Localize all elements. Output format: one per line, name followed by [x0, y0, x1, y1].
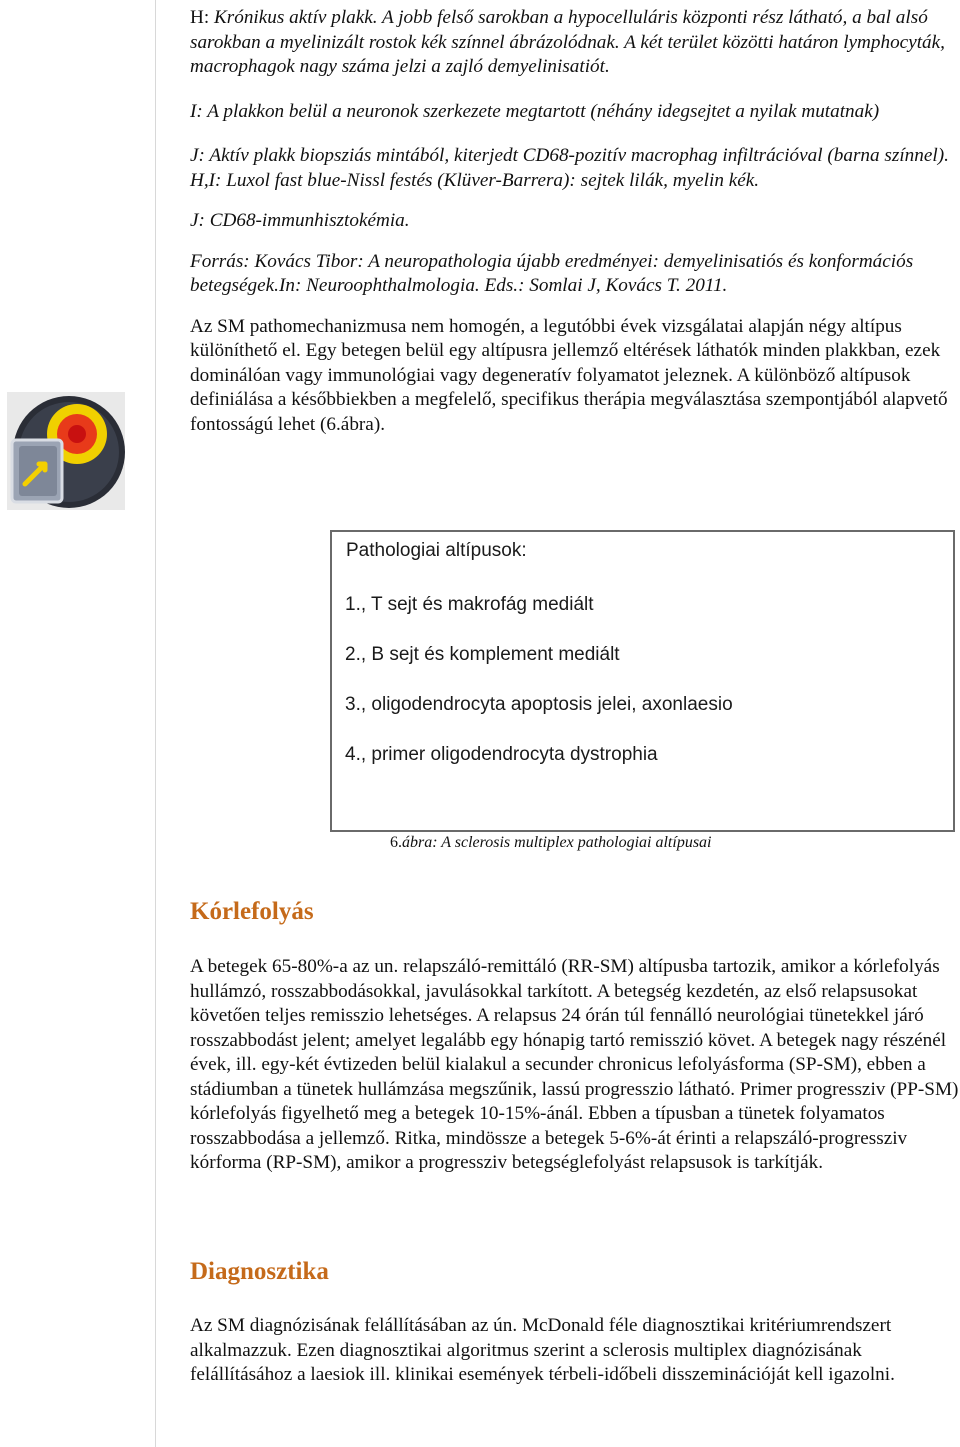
paragraph-h — [190, 6, 960, 80]
subtype-figure — [330, 530, 955, 832]
label-h: H: — [190, 7, 214, 28]
figure-item: 3., oligodendrocyta apoptosis jelei, axonlaesio — [345, 694, 733, 715]
figure-item: 4., primer oligodendrocyta dystrophia — [345, 744, 658, 765]
figure-caption — [390, 834, 711, 852]
paragraph-j2: J: CD68-immunhisztokémia. — [190, 210, 410, 231]
intro-section — [190, 6, 960, 437]
left-margin-rule — [155, 0, 156, 1447]
figure-title: Pathologiai altípusok: — [346, 540, 527, 561]
figure-item: 1., T sejt és makrofág mediált — [345, 594, 594, 615]
heading-diagnostics: Diagnosztika — [190, 1258, 329, 1285]
paragraph-i: I: A plakkon belül a neuronok szerkezete megtartott (néhány idegsejtet a nyilak mutatnak) — [190, 100, 880, 122]
paragraph-sm-subtypes: Az SM pathomechanizmusa nem homogén, a legutóbbi évek vizsgálatai alapján négy altípus különíthető el. Egy betegen belül egy altípusra jellemző eltérések láthatók minden plakkban, ezek dominálóan vagy immunológiai vagy degeneratív folyamatot jeleznek. A különböző altípusok definiálása a későbbiekben a megfelelő, specifikus therápia megválasztása szempontjából alapvető fontosságú lehet (6.ábra). — [190, 315, 948, 435]
pointer-target-icon — [7, 392, 125, 510]
paragraph-course: A betegek 65-80%-a az un. relapszáló-remittáló (RR-SM) altípusba tartozik, amikor a kórlefolyás hullámzó, rosszabbodásokkal, javulásokkal tarkított. A betegség kezdetén, az első relapsusokat követően teljes remisszio lehetséges. A relapsus 24 órán túl fennálló neurológiai tünetekkel járó rosszabbodást jelent; amelyet legalább egy hónapig tartó remisszió követ. A betegek nagy részénél évek, ill. egy-két évtizeden belül kialakul a secunder chronicus lefolyásforma (SP-SM), ebben a stádiumban a tünetek hullámzása megszűnik, lassú progresszio látható. Primer progressziv (PP-SM) kórlefolyás figyelhető meg a betegek 10-15%-ánál. Ebben a típusban a tünetek folyamatos rosszabbodása a jellemző. Ritka, mindössze a betegek 5-6%-át érinti a relapszáló-progressziv kórforma (RP-SM), amikor a progressziv betegséglefolyást relapsusok is tarkítják. — [190, 956, 959, 1173]
figure-caption-text: ábra: A sclerosis multiplex pathologiai altípusai — [402, 834, 712, 851]
paragraph-diagnostics: Az SM diagnózisának felállításában az ún. McDonald féle diagnosztikai kritériumrendszert alkalmazzuk. Ezen diagnosztikai algoritmus szerint a sclerosis multiplex diagnózisának felállításához a laesiok ill. klinikai események térbeli-időbeli disszeminációját kell igazolni. — [190, 1315, 895, 1385]
heading-course: Kórlefolyás — [190, 898, 314, 925]
figure-caption-number: 6. — [390, 834, 402, 851]
paragraph-h-text: Krónikus aktív plakk. A jobb felső sarokban a hypocelluláris központi rész látható, a bal alsó sarokban a myelinizált rostok kék színnel ábrázolódnak. A két terület közötti határon lymphocyták, macrophagok nagy száma jelzi a zajló demyelinisatiót. — [190, 7, 945, 77]
figure-item: 2., B sejt és komplement mediált — [345, 644, 620, 665]
source-reference: Forrás: Kovács Tibor: A neuropathologia újabb eredményei: demyelinisatiós és konformációs betegségek.In: Neuroophthalmologia. Eds.: Somlai J, Kovács T. 2011. — [190, 250, 914, 296]
paragraph-j: J: Aktív plakk biopsziás mintából, kiterjedt CD68-pozitív macrophag infiltrációval (barna színnel). H,I: Luxol fast blue-Nissl festés (Klüver-Barrera): sejtek lilák, myelin kék. — [190, 145, 949, 191]
